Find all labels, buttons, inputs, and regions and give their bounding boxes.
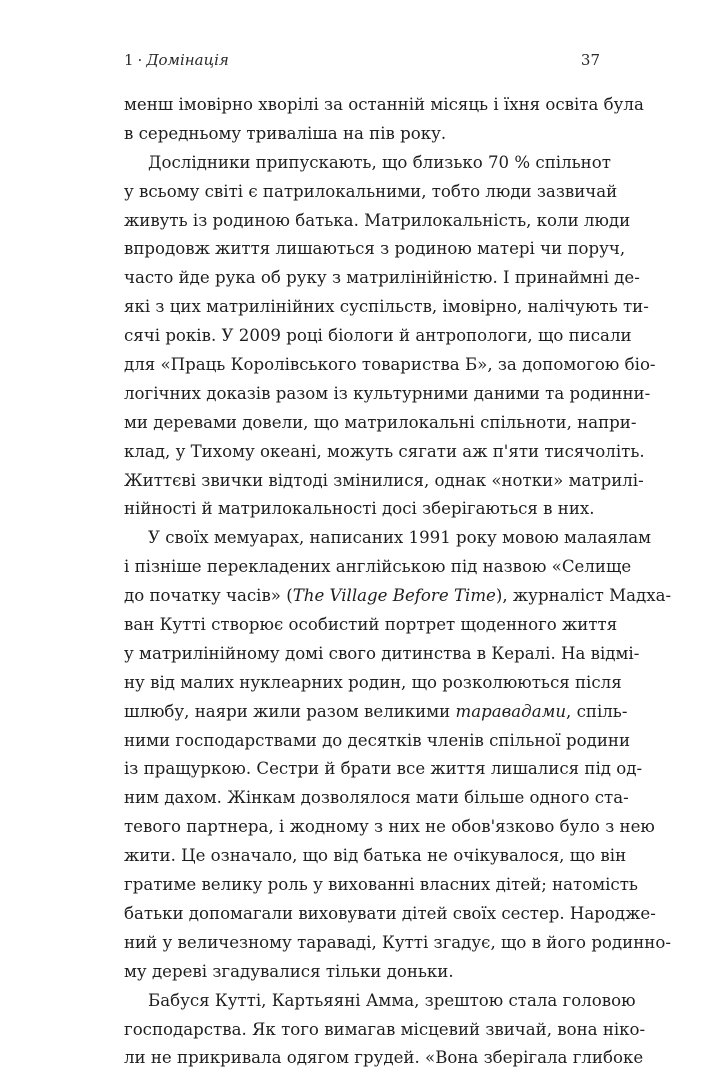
text-line: жити. Це означало, що від батька не очікувалося, що він: [124, 846, 627, 866]
text-line: ний у величезному тараваді, Кутті згадує, що в його родинно-: [124, 932, 671, 952]
text-line: і пізніше перекладених англійською під назвою «Селище: [124, 557, 632, 577]
text-line: ними господарствами до десятків членів спільної родини: [124, 730, 631, 750]
text-line: [124, 698, 628, 727]
text-line: в середньому триваліша на пів року.: [124, 123, 447, 143]
header-separator: ·: [137, 51, 143, 69]
text-line: клад, у Тихому океані, можуть сягати аж п'яти тисячоліть.: [124, 441, 645, 461]
text-line: для «Праць Королівського товариства Б», за допомогою біо-: [124, 355, 656, 375]
text-line: тевого партнера, і жодному з них не обов'язково було з нею: [124, 817, 655, 837]
chapter-title: Домінація: [146, 51, 229, 69]
text-line: му дереві згадувалися тільки доньки.: [124, 961, 454, 981]
term-italic: таравадами: [455, 701, 567, 721]
text-line: нійності й матрилокальності досі зберігаються в них.: [124, 499, 595, 519]
text-line: Дослідники припускають, що близько 70 % спільнот: [148, 152, 611, 172]
text-line: ну від малих нуклеарних родин, що розколюються після: [124, 672, 622, 692]
page-number: 37: [580, 51, 600, 69]
running-head: [124, 50, 229, 70]
text-line: менш імовірно хворілі за останній місяць і їхня освіта була: [124, 95, 644, 114]
chapter-number: 1: [124, 51, 134, 69]
text-run: до початку часів» (: [124, 586, 293, 606]
text-line: [124, 582, 672, 611]
text-run: шлюбу, наяри жили разом великими: [124, 701, 456, 721]
text-line: ван Кутті створює особистий портрет щоденного життя: [124, 615, 618, 635]
text-line: батьки допомагали виховувати дітей своїх сестер. Народже-: [124, 903, 656, 923]
text-line: ним дахом. Жінкам дозволялося мати більше одного ста-: [124, 788, 629, 808]
text-line: впродовж життя лишаються з родиною матері чи поруч,: [124, 239, 626, 259]
text-line: у матрилінійному домі свого дитинства в Кералі. На відмі-: [124, 643, 640, 663]
text-run: ), журналіст Мадха-: [495, 586, 672, 606]
text-line: логічних доказів разом із культурними даними та родинни-: [124, 383, 651, 403]
text-line: часто йде рука об руку з матрилінійністю. І принаймні де-: [124, 268, 640, 288]
text-line: сячі років. У 2009 році біологи й антропологи, що писали: [124, 326, 632, 346]
text-line: із пращуркою. Сестри й брати все життя лишалися під од-: [124, 759, 643, 779]
text-line: У своїх мемуарах, написаних 1991 року мовою малаялам: [148, 528, 652, 548]
book-title-italic: The Village Before Time: [292, 586, 496, 606]
text-line: ми деревами довели, що матрилокальні спільноти, напри-: [124, 412, 637, 432]
text-line: живуть із родиною батька. Матрилокальність, коли люди: [124, 210, 631, 230]
body-text: [124, 91, 672, 1073]
text-line: Бабуся Кутті, Картьяяні Амма, зрештою стала головою: [148, 990, 636, 1010]
text-line: які з цих матрилінійних суспільств, імовірно, налічують ти-: [124, 297, 649, 317]
text-line: Життєві звички відтоді змінилися, однак «нотки» матрилі-: [124, 470, 644, 490]
text-line: гратиме велику роль у вихованні власних дітей; натомість: [124, 875, 638, 895]
text-line: господарства. Як того вимагав місцевий звичай, вона ніко-: [124, 1019, 646, 1039]
text-line: ли не прикривала одягом грудей. «Вона зберігала глибоке: [124, 1048, 644, 1068]
text-line: у всьому світі є патрилокальними, тобто люди зазвичай: [124, 181, 618, 201]
text-run: , спіль-: [566, 701, 628, 721]
